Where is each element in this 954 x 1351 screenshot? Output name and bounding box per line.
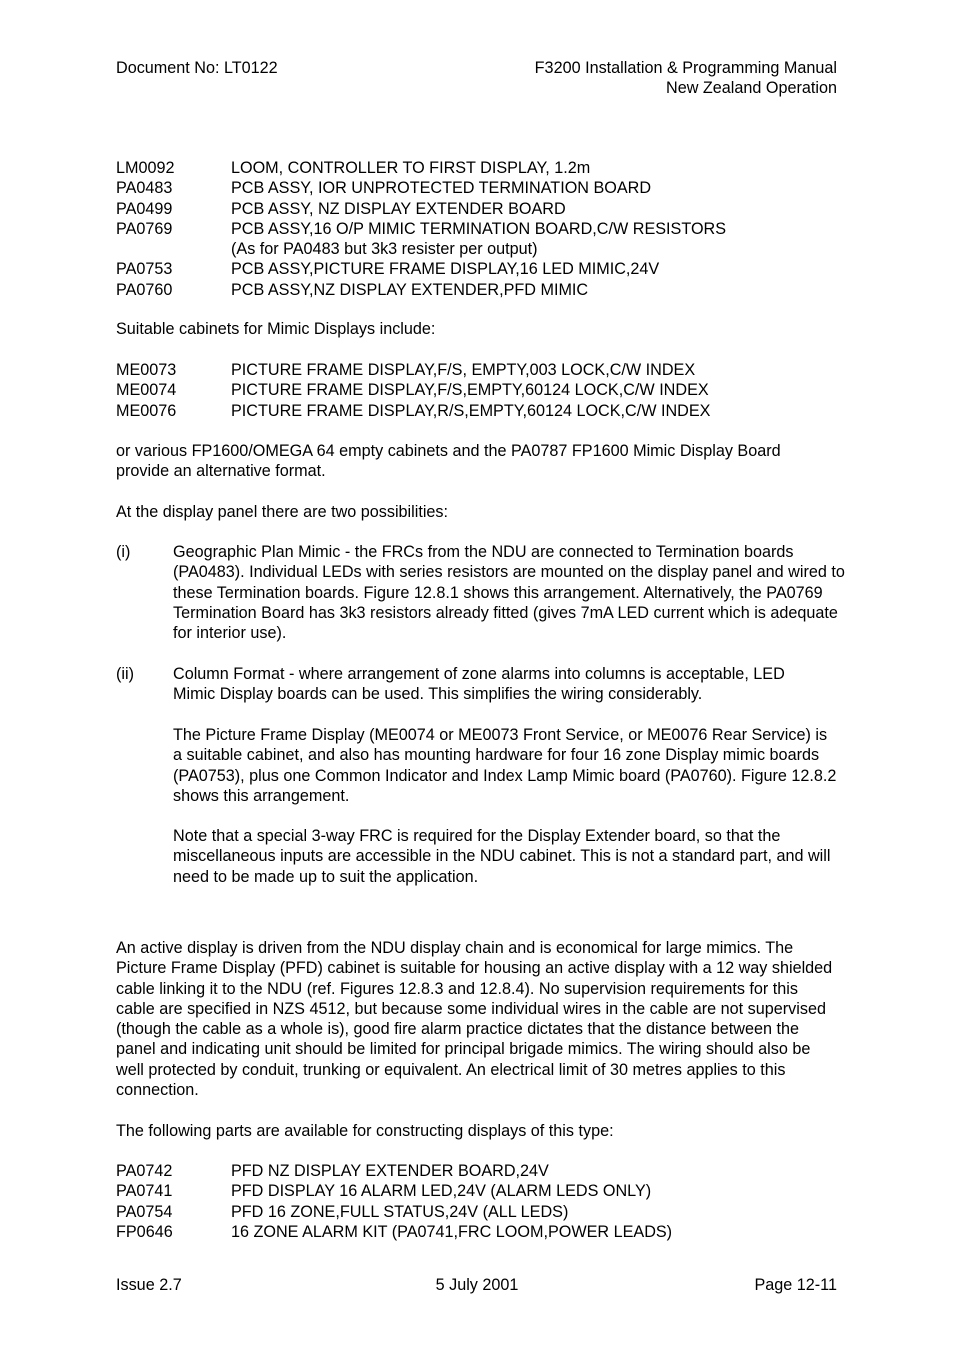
list-item [116,178,846,198]
part-description: PCB ASSY, IOR UNPROTECTED TERMINATION BOARD [231,179,652,198]
possibilities-intro: At the display panel there are two possibilities: [116,503,449,521]
list-item [116,1161,846,1181]
list-item [116,1222,846,1242]
part-code: ME0074 [116,381,177,400]
part-code: PA0760 [116,280,173,299]
part-description: PFD 16 ZONE,FULL STATUS,24V (ALL LEDS) [231,1202,569,1221]
list-item [116,401,846,421]
item-number: (ii) [116,665,134,683]
list-item [116,1202,846,1222]
part-code: PA0483 [116,179,173,198]
list-item [116,360,846,380]
item-text: Geographic Plan Mimic - the FRCs from the NDU are connected to Termination boards (PA0483). Individual LEDs with series resistors are mounted on the display panel and wired to these Termination boards. Figure 12.8.1 shows this arrangement. Alternatively, the PA0769 Termination Board has 3k3 resistors already fitted (gives 7mA LED current which is adequate for interior use). [173,543,845,643]
list-item [116,158,846,178]
list-item [116,1181,846,1201]
part-description: PICTURE FRAME DISPLAY,F/S,EMPTY,60124 LOCK,C/W INDEX [231,381,709,400]
manual-title-line2: New Zealand Operation [666,79,837,98]
part-description: PICTURE FRAME DISPLAY,F/S, EMPTY,003 LOCK,C/W INDEX [231,361,696,379]
cabinets-intro: Suitable cabinets for Mimic Displays include: [116,320,436,338]
parts-list-2 [116,1161,846,1242]
item-text: Column Format - where arrangement of zone alarms into columns is acceptable, LED Mimic Display boards can be used. This simplifies the wiring considerably. [173,665,785,704]
alternative-format-paragraph: or various FP1600/OMEGA 64 empty cabinets and the PA0787 FP1600 Mimic Display Board provide an alternative format. [116,442,781,481]
parts-intro-2: The following parts are available for constructing displays of this type: [116,1122,614,1140]
part-code: ME0073 [116,361,177,379]
part-code: PA0753 [116,260,173,279]
part-description: PICTURE FRAME DISPLAY,R/S,EMPTY,60124 LOCK,C/W INDEX [231,401,711,420]
part-note: (As for PA0483 but 3k3 resister per output) [231,240,538,259]
footer-issue: Issue 2.7 [116,1276,182,1294]
part-code: PA0742 [116,1162,173,1180]
part-description-block [231,219,846,260]
part-description: PFD DISPLAY 16 ALARM LED,24V (ALARM LEDS ONLY) [231,1182,652,1201]
footer-page-number: Page 12-11 [754,1276,837,1294]
item-number: (i) [116,543,131,561]
document-number: Document No: LT0122 [116,59,278,77]
active-display-paragraph: An active display is driven from the NDU display chain and is economical for large mimics. The Picture Frame Display (PFD) cabinet is suitable for housing an active display with a 12 way shielded cable linking it to the NDU (ref. Figures 12.8.3 and 12.8.4). No supervision requirements for this cable are specified in NZS 4512, but because some individual wires in the cable are not supervised (though the cable as a whole is), good fire alarm practice dictates that the distance between the panel and indicating unit should be limited for principal brigade mimics. The wiring should also be well protected by conduit, trunking or equivalent. An electrical limit of 30 metres applies to this connection. [116,939,833,1100]
item-ii-paragraph-2: The Picture Frame Display (ME0074 or ME0073 Front Service, or ME0076 Rear Service) is a suitable cabinet, and also has mounting hardware for four 16 zone Display mimic boards (PA0753), plus one Common Indicator and Index Lamp Mimic board (PA0760). Figure 12.8.2 shows this arrangement. [173,726,837,805]
part-code: FP0646 [116,1222,173,1241]
list-item [116,380,846,400]
cabinets-list [116,360,846,421]
part-code: PA0741 [116,1182,173,1201]
part-description: LOOM, CONTROLLER TO FIRST DISPLAY, 1.2m [231,159,591,177]
part-description: PCB ASSY, NZ DISPLAY EXTENDER BOARD [231,199,566,218]
part-description: PCB ASSY,NZ DISPLAY EXTENDER,PFD MIMIC [231,280,589,299]
part-code: PA0754 [116,1202,173,1221]
parts-list-1 [116,158,846,300]
footer-date: 5 July 2001 [435,1276,519,1294]
list-item [116,199,846,219]
list-item [116,219,846,260]
part-description: 16 ZONE ALARM KIT (PA0741,FRC LOOM,POWER LEADS) [231,1222,673,1241]
part-code: PA0499 [116,199,173,218]
part-code: PA0769 [116,219,173,238]
possibility-item-i [116,542,848,643]
part-description: PCB ASSY,16 O/P MIMIC TERMINATION BOARD,C/W RESISTORS [231,219,727,238]
list-item [116,280,846,300]
part-code: LM0092 [116,159,175,177]
manual-title [535,58,837,99]
manual-title-line1: F3200 Installation & Programming Manual [534,59,837,77]
part-description: PFD NZ DISPLAY EXTENDER BOARD,24V [231,1162,549,1180]
item-ii-paragraph-3: Note that a special 3-way FRC is required for the Display Extender board, so that the miscellaneous inputs are accessible in the NDU cabinet. This is not a standard part, and will need to be made up to suit the application. [173,827,831,886]
possibility-item-ii [116,664,846,705]
part-description: PCB ASSY,PICTURE FRAME DISPLAY,16 LED MIMIC,24V [231,260,660,279]
list-item [116,259,846,279]
part-code: ME0076 [116,401,177,420]
